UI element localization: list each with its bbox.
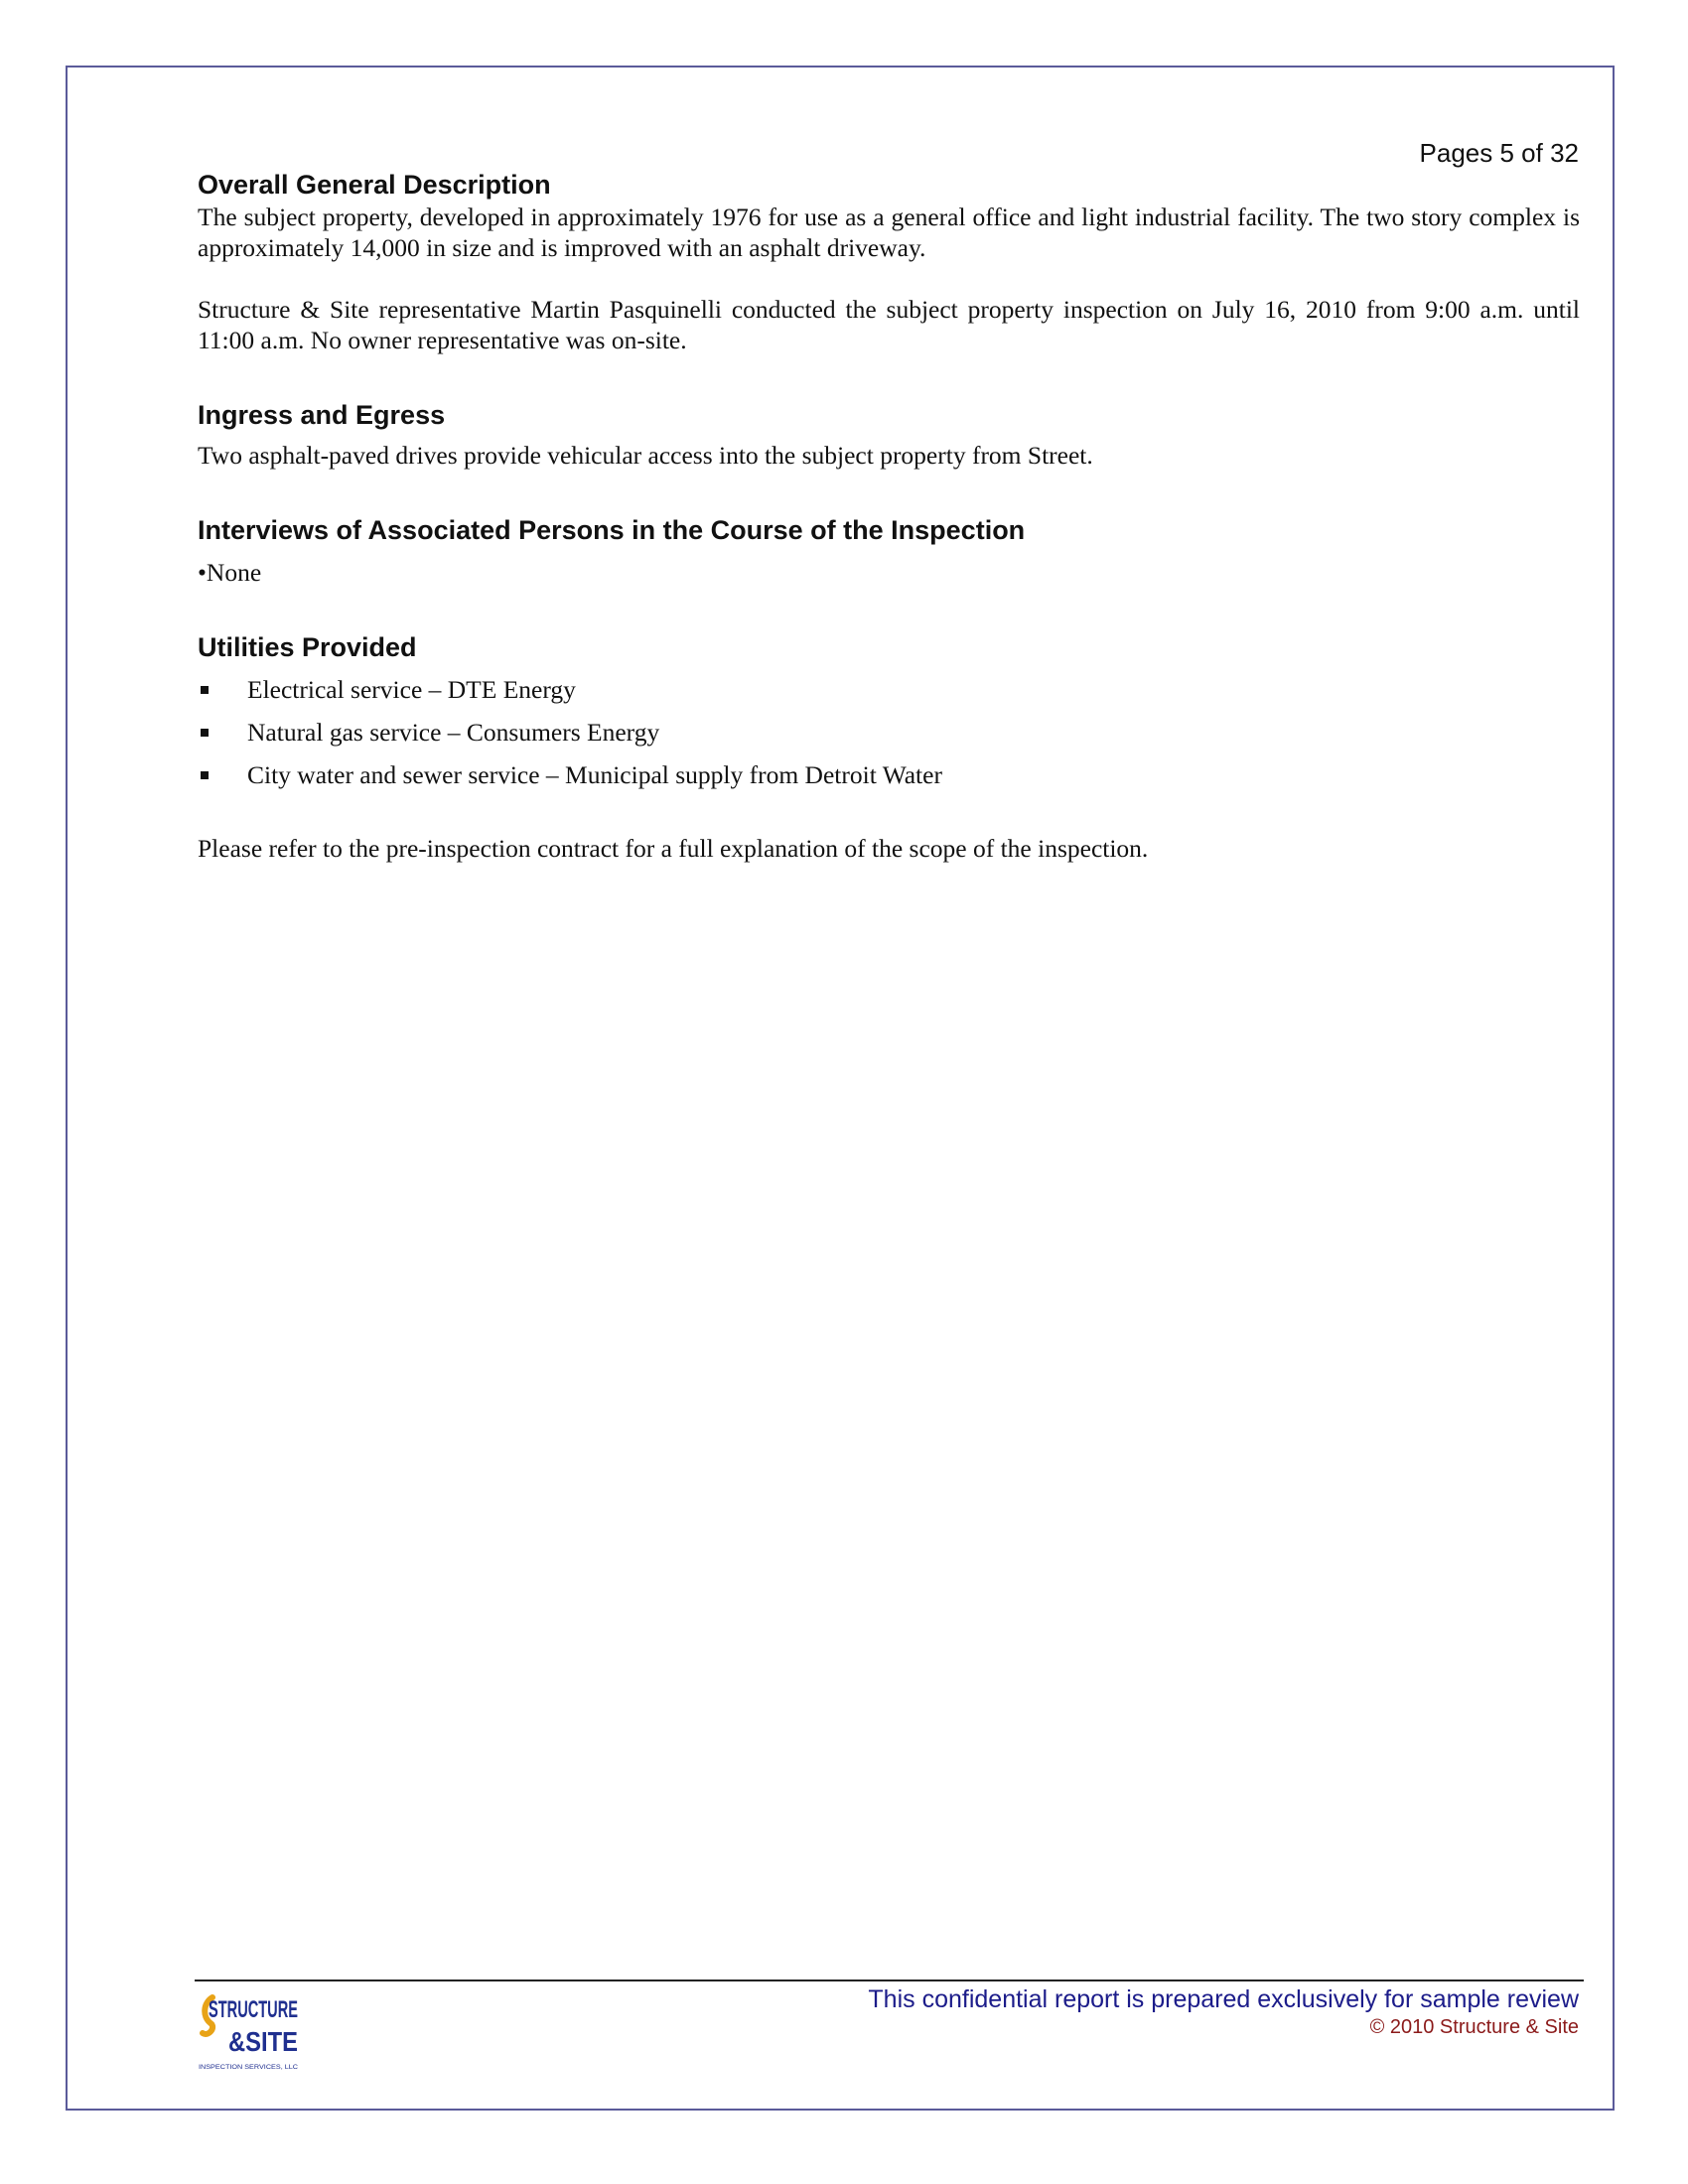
overall-paragraph-2: Structure & Site representative Martin Pasquinelli conducted the subject property inspection on July 16, 2010 from 9:00 a.m. until 11:00 a.m. No owner representative was on-site. — [198, 295, 1580, 354]
utility-text: Electrical service – DTE Energy — [247, 675, 576, 704]
company-logo — [199, 1987, 308, 2073]
document-body — [198, 169, 1580, 864]
utility-text: City water and sewer service – Municipal supply from Detroit Water — [247, 760, 942, 789]
utilities-list — [198, 674, 1580, 790]
section-heading-utilities: Utilities Provided — [198, 632, 417, 662]
square-bullet-icon — [201, 729, 209, 737]
overall-paragraph-1: The subject property, developed in approximately 1976 for use as a general office and light industrial facility. The two story complex is approximately 14,000 in size and is improved with an asphalt driveway. — [198, 203, 1580, 262]
footer-divider — [195, 1979, 1584, 1981]
section-heading-interviews: Interviews of Associated Persons in the Course of the Inspection — [198, 515, 1026, 545]
interviews-item: •None — [198, 558, 262, 587]
logo-text-structure: STRUCTURE — [209, 1996, 298, 2023]
section-heading-ingress: Ingress and Egress — [198, 400, 446, 430]
section-heading-overall: Overall General Description — [198, 170, 551, 200]
ingress-paragraph: Two asphalt-paved drives provide vehicular access into the subject property from Street. — [198, 441, 1093, 470]
logo-text-tagline: INSPECTION SERVICES, LLC — [199, 2065, 299, 2071]
list-item — [198, 759, 1580, 790]
page-number: Pages 5 of 32 — [1419, 138, 1579, 168]
logo-text-site: &SITE — [228, 2026, 298, 2057]
utility-text: Natural gas service – Consumers Energy — [247, 718, 660, 747]
square-bullet-icon — [201, 686, 209, 694]
list-item — [198, 717, 1580, 748]
square-bullet-icon — [201, 771, 209, 779]
footer-confidential-text: This confidential report is prepared exclusively for sample review — [868, 1985, 1579, 2013]
closing-paragraph: Please refer to the pre-inspection contract for a full explanation of the scope of the inspection. — [198, 834, 1149, 863]
list-item — [198, 674, 1580, 705]
footer-copyright-text: © 2010 Structure & Site — [1369, 2016, 1579, 2038]
